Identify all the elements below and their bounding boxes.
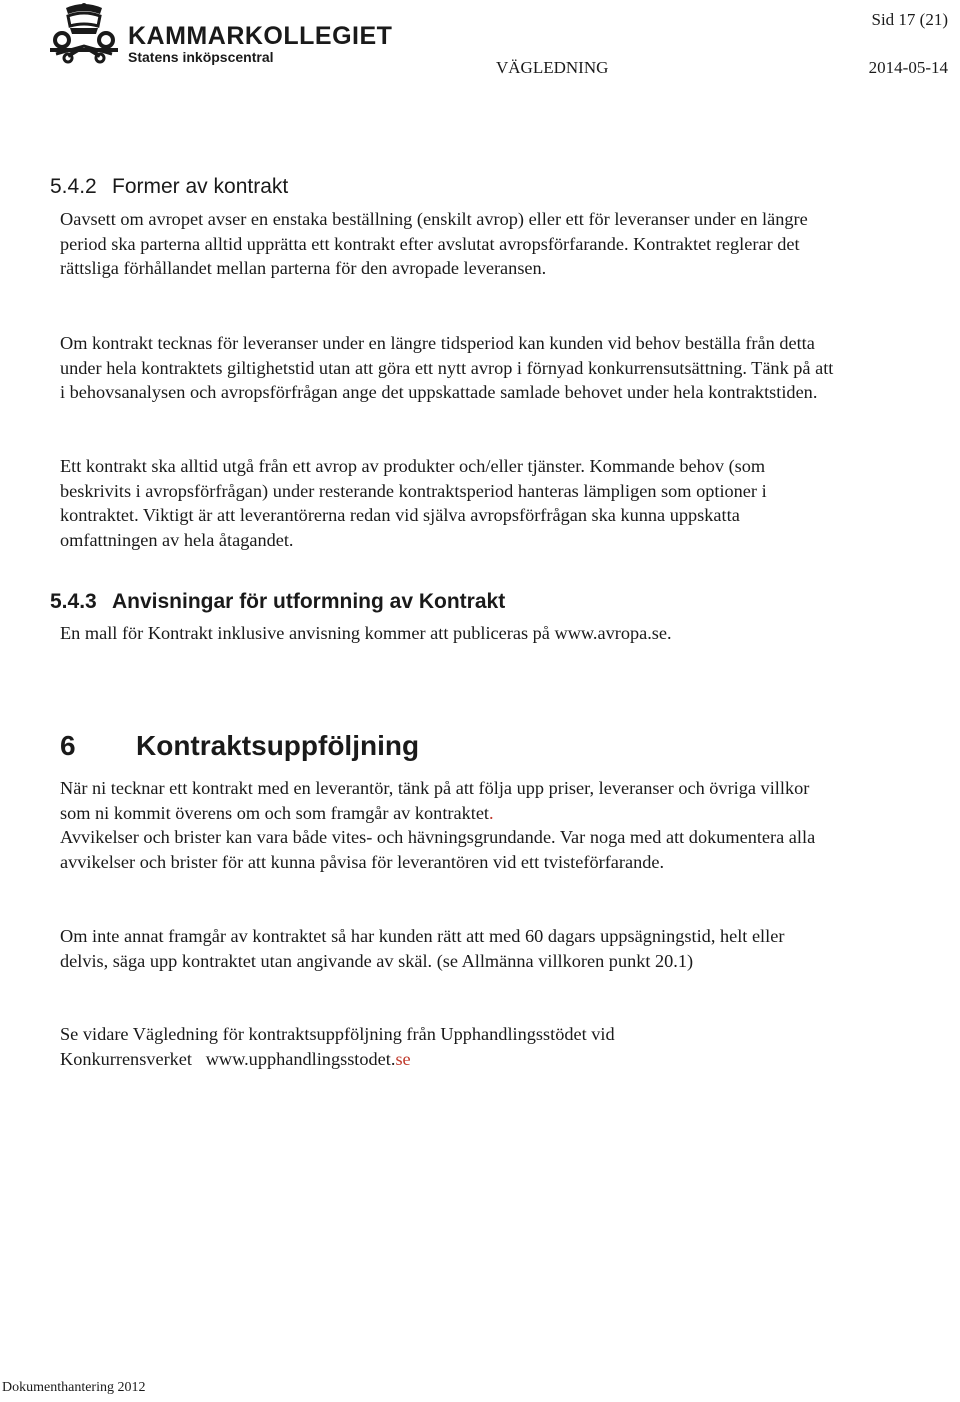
section-6-heading: [60, 730, 419, 762]
section-6-paragraph-2: Om inte annat framgår av kontraktet så har kunden rätt att med 60 dagars uppsägningstid, helt eller delvis, säga upp kontraktet utan angivande av skäl. (se Allmänna villkoren punkt 20.1): [60, 926, 785, 971]
org-subtitle: Statens inköpscentral: [128, 49, 274, 65]
section-542-number: 5.4.2: [50, 175, 97, 198]
section-6-title: Kontraktsuppföljning: [136, 730, 420, 761]
section-6-link-tld: se: [395, 1048, 411, 1069]
section-542-paragraph-2: Om kontrakt tecknas för leveranser under en längre tidsperiod kan kunden vid behov beställa från detta under hela kontraktets giltighetstid utan att göra ett nytt avrop i förnyad konkurrensutsättning. Tänk på att i behovsanalysen och avropsförfrågan ange det uppskattade samlade behovet under hela kontraktstiden.: [60, 333, 834, 403]
org-name: KAMMARKOLLEGIET: [128, 22, 393, 50]
section-6-paragraph-3: [60, 1022, 820, 1071]
document-type: VÄGLEDNING: [496, 58, 609, 77]
section-543-heading: [50, 590, 506, 614]
page-number: Sid 17 (21): [871, 10, 948, 29]
section-543-number: 5.4.3: [50, 590, 97, 613]
section-542-heading: [50, 175, 289, 199]
section-6-paragraph-1-main: När ni tecknar ett kontrakt med en leverantör, tänk på att följa upp priser, leveranser och övriga villkor som ni kommit överens om och som framgår av kontraktet: [60, 778, 810, 823]
document-date: 2014-05-14: [868, 58, 948, 77]
section-6-paragraph-3-line-1: Se vidare Vägledning för kontraktsuppföljning från Upphandlingsstödet vid: [60, 1024, 615, 1044]
section-6-paragraph-3-line-2: Konkurrensverket www.upphandlingsstodet.: [60, 1048, 396, 1069]
kammarkollegiet-logo: [48, 2, 393, 65]
section-542-paragraph-1: Oavsett om avropet avser en enstaka beställning (enskilt avrop) eller ett för leveranser under en längre period ska parterna alltid upprätta ett kontrakt efter avslutat avropsförfarande. Kontraktet reglerar det rättsliga förhållandet mellan parterna för den avropade leveransen.: [60, 209, 808, 279]
section-6-paragraph-1: [60, 776, 820, 874]
section-543-paragraph-1: En mall för Kontrakt inklusive anvisning kommer att publiceras på www.avropa.se.: [60, 623, 672, 643]
section-542-paragraph-3: Ett kontrakt ska alltid utgå från ett avrop av produkter och/eller tjänster. Kommande behov (som beskrivits i avropsförfrågan) under resterande kontraktsperiod hanteras lämpligen som optioner i kontraktet. Viktigt är att leverantörerna redan vid själva avropsförfrågan ska kunna uppskatta omfattningen av hela åtagandet.: [60, 456, 767, 550]
crown-logo-icon: [48, 2, 120, 64]
section-542-title: Former av kontrakt: [112, 175, 289, 198]
section-6-number: 6: [60, 730, 76, 761]
footer-label: Dokumenthantering 2012: [2, 1380, 146, 1395]
section-6-paragraph-1-rest: Avvikelser och brister kan vara både vites- och hävningsgrundande. Var noga med att dokumentera alla avvikelser och brister för att kunna påvisa för leverantören vid ett tvisteförfarande.: [60, 827, 816, 872]
section-543-title: Anvisningar för utformning av Kontrakt: [112, 590, 506, 613]
section-6-paragraph-1-dot: .: [489, 802, 494, 823]
